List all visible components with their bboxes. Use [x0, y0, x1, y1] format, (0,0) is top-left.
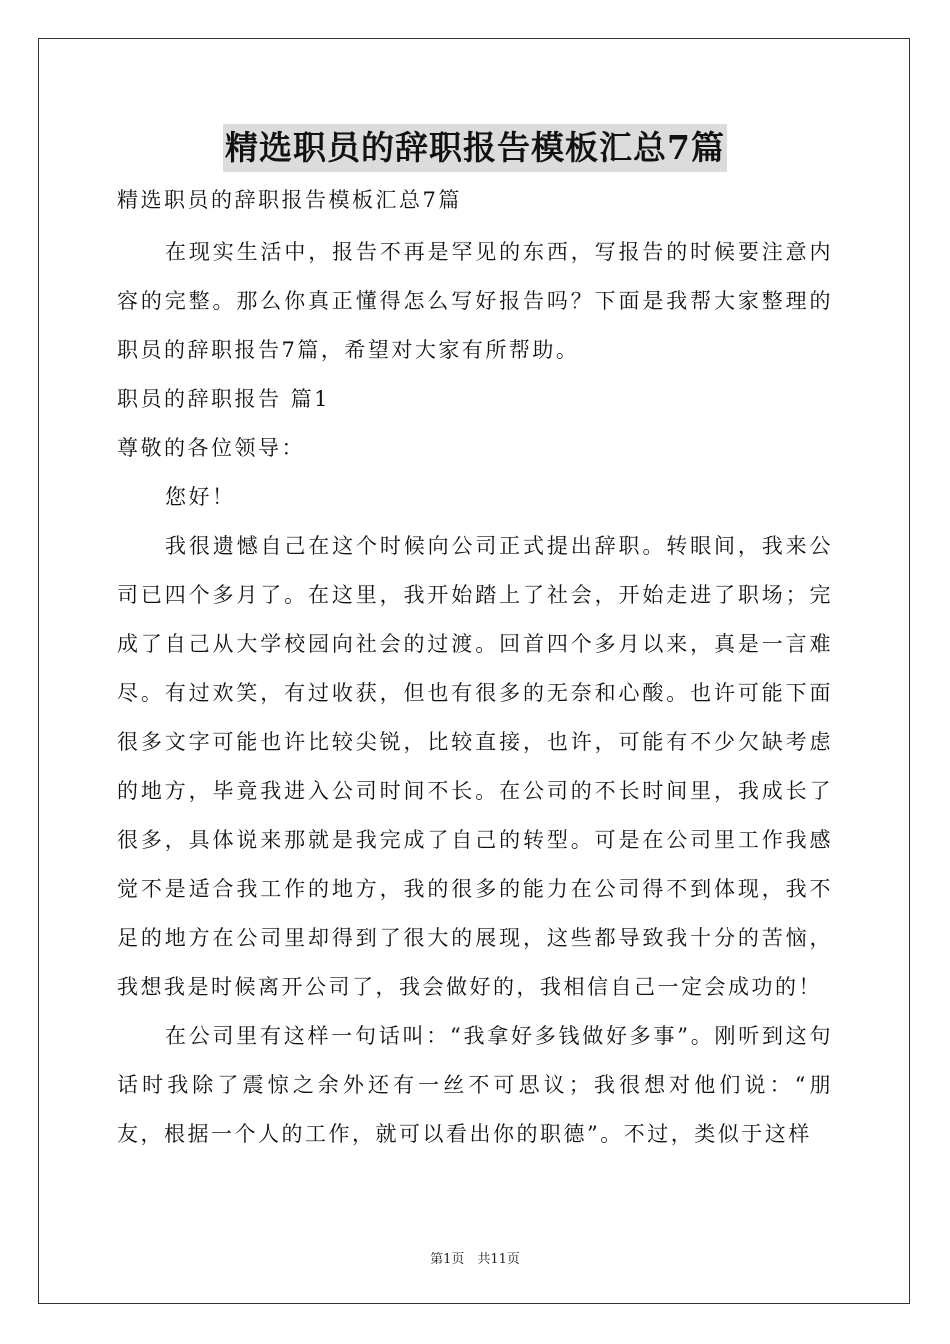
body-paragraph: 我很遗憾自己在这个时候向公司正式提出辞职。转眼间，我来公司已四个多月了。在这里，我开始踏上了社会，开始走进了职场；完成了自己从大学校园向社会的过渡。回首四个多月以来，真是一言难尽。有过欢笑，有过收获，但也有很多的无奈和心酸。也许可能下面很多文字可能也许比较尖锐，比较直接，也许，可能有不少欠缺考虑的地方，毕竟我进入公司时间不长。在公司的不长时间里，我成长了很多，具体说来那就是我完成了自己的转型。可是在公司里工作我感觉不是适合我工作的地方，我的很多的能力在公司得不到体现，我不足的地方在公司里却得到了很大的展现，这些都导致我十分的苦恼，我想我是时候离开公司了，我会做好的，我相信自己一定会成功的！	[117, 534, 833, 999]
greeting: 您好！	[165, 485, 236, 509]
title-container	[0, 124, 950, 172]
document-title: 精选职员的辞职报告模板汇总7篇	[223, 124, 727, 172]
salutation: 尊敬的各位领导：	[117, 436, 305, 460]
intro-paragraph: 在现实生活中，报告不再是罕见的东西，写报告的时候要注意内容的完整。那么你真正懂得怎么写好报告吗？下面是我帮大家整理的职员的辞职报告7篇，希望对大家有所帮助。	[117, 240, 833, 362]
body-paragraph: 在公司里有这样一句话叫：“我拿好多钱做好多事”。刚听到这句话时我除了震惊之余外还有一丝不可思议；我很想对他们说：“朋友，根据一个人的工作，就可以看出你的职德”。不过，类似于这样	[117, 1024, 833, 1146]
subtitle-line: 精选职员的辞职报告模板汇总7篇	[117, 188, 462, 212]
page-footer: 第1页 共11页	[430, 1252, 520, 1267]
document-body	[117, 178, 833, 1159]
section-heading: 职员的辞职报告 篇1	[117, 387, 331, 411]
